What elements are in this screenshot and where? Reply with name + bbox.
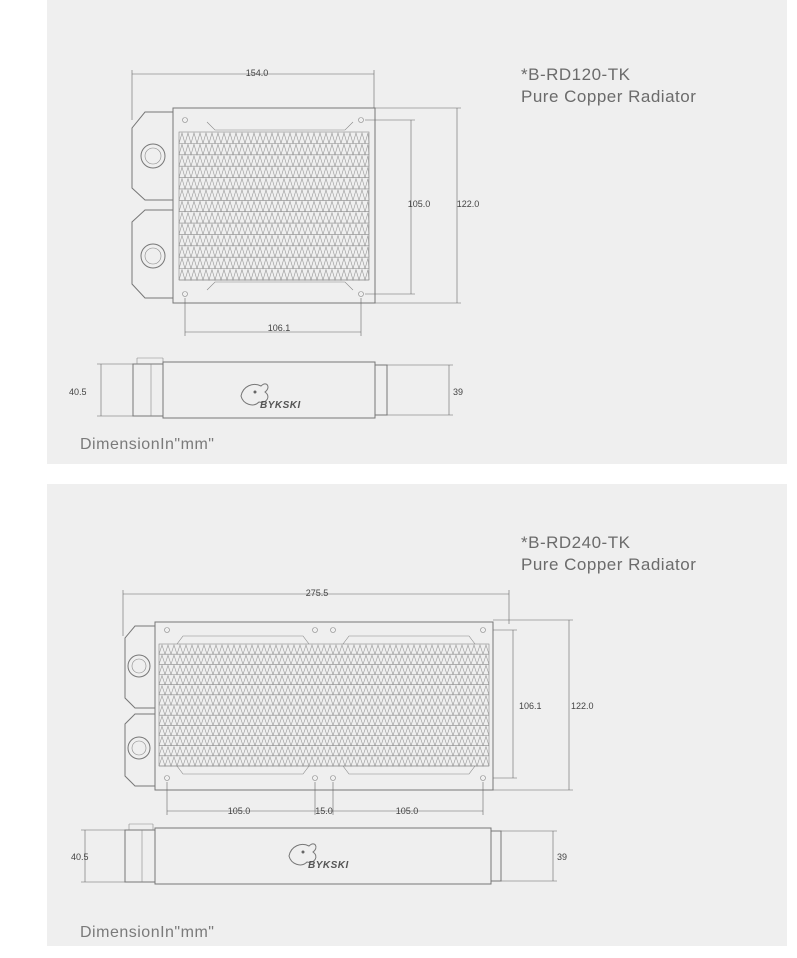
rd120-bykski-logo [241,384,301,411]
rd240-fin-row [159,676,489,685]
rd120-fin-row [179,224,369,234]
rd120-tank-thickness-label: 40.5 [69,387,87,397]
rd120-brand: BYKSKI [260,400,301,411]
rd240-fin-row [159,716,489,725]
rd120-fin-row [179,235,369,245]
rd240-height-label: 122.0 [571,701,594,711]
rd240-fin-row [159,747,489,756]
rd240-fin-row [159,655,489,664]
rd240-fin-row [159,665,489,674]
rd240-fin-row [159,757,489,766]
rd120-length-label: 154.0 [245,68,269,78]
rd240-panel [47,484,787,946]
rd120-core-thickness-label: 39 [453,387,464,397]
rd120-top-view [132,108,375,303]
rd240-length-label: 275.5 [305,588,329,598]
rd240-fin-row [159,686,489,695]
rd120-fin-row [179,247,369,257]
rd120-height-label: 122.0 [456,199,480,209]
rd120-panel [47,0,787,464]
rd240-top-view [125,622,493,790]
rd120-mount-height-label: 105.0 [407,199,431,209]
rd240-mount-spacing-b-label: 105.0 [395,806,419,816]
rd240-bykski-logo [289,844,349,871]
rd120-description: Pure Copper Radiator [521,87,697,106]
rd240-fin-row [159,737,489,746]
rd120-fin-row [179,190,369,200]
rd240-tank-thickness-label: 40.5 [71,852,89,862]
rd120-fin-row [179,201,369,211]
rd120-fin-row [179,258,369,268]
rd240-mount-gap-label: 15.0 [315,806,333,816]
rd240-drawing [47,484,787,946]
rd240-fin-row [159,726,489,735]
rd120-unit-note: DimensionIn"mm" [80,436,215,453]
rd120-fin-row [179,213,369,223]
rd120-model: *B-RD120-TK [521,65,631,84]
rd120-drawing [47,0,787,464]
rd120-fin-row [179,133,369,143]
rd240-model: *B-RD240-TK [521,533,631,552]
rd240-mount-height-label: 106.1 [519,701,542,711]
rd120-fin-row [179,179,369,189]
rd240-core-thickness-label: 39 [557,852,568,862]
rd240-description: Pure Copper Radiator [521,555,697,574]
rd240-side-view [71,824,567,884]
rd240-mount-spacing-a-label: 105.0 [227,806,251,816]
rd120-mount-spacing-label: 106.1 [267,323,291,333]
rd240-fin-row [159,645,489,654]
rd240-fin-row [159,706,489,715]
rd120-fin-row [179,144,369,154]
rd120-fin-row [179,156,369,166]
rd240-unit-note: DimensionIn"mm" [80,924,215,941]
rd120-fin-row [179,270,369,280]
rd120-fin-row [179,167,369,177]
rd120-side-view [69,358,463,418]
rd240-brand: BYKSKI [308,860,349,871]
rd240-fin-row [159,696,489,705]
